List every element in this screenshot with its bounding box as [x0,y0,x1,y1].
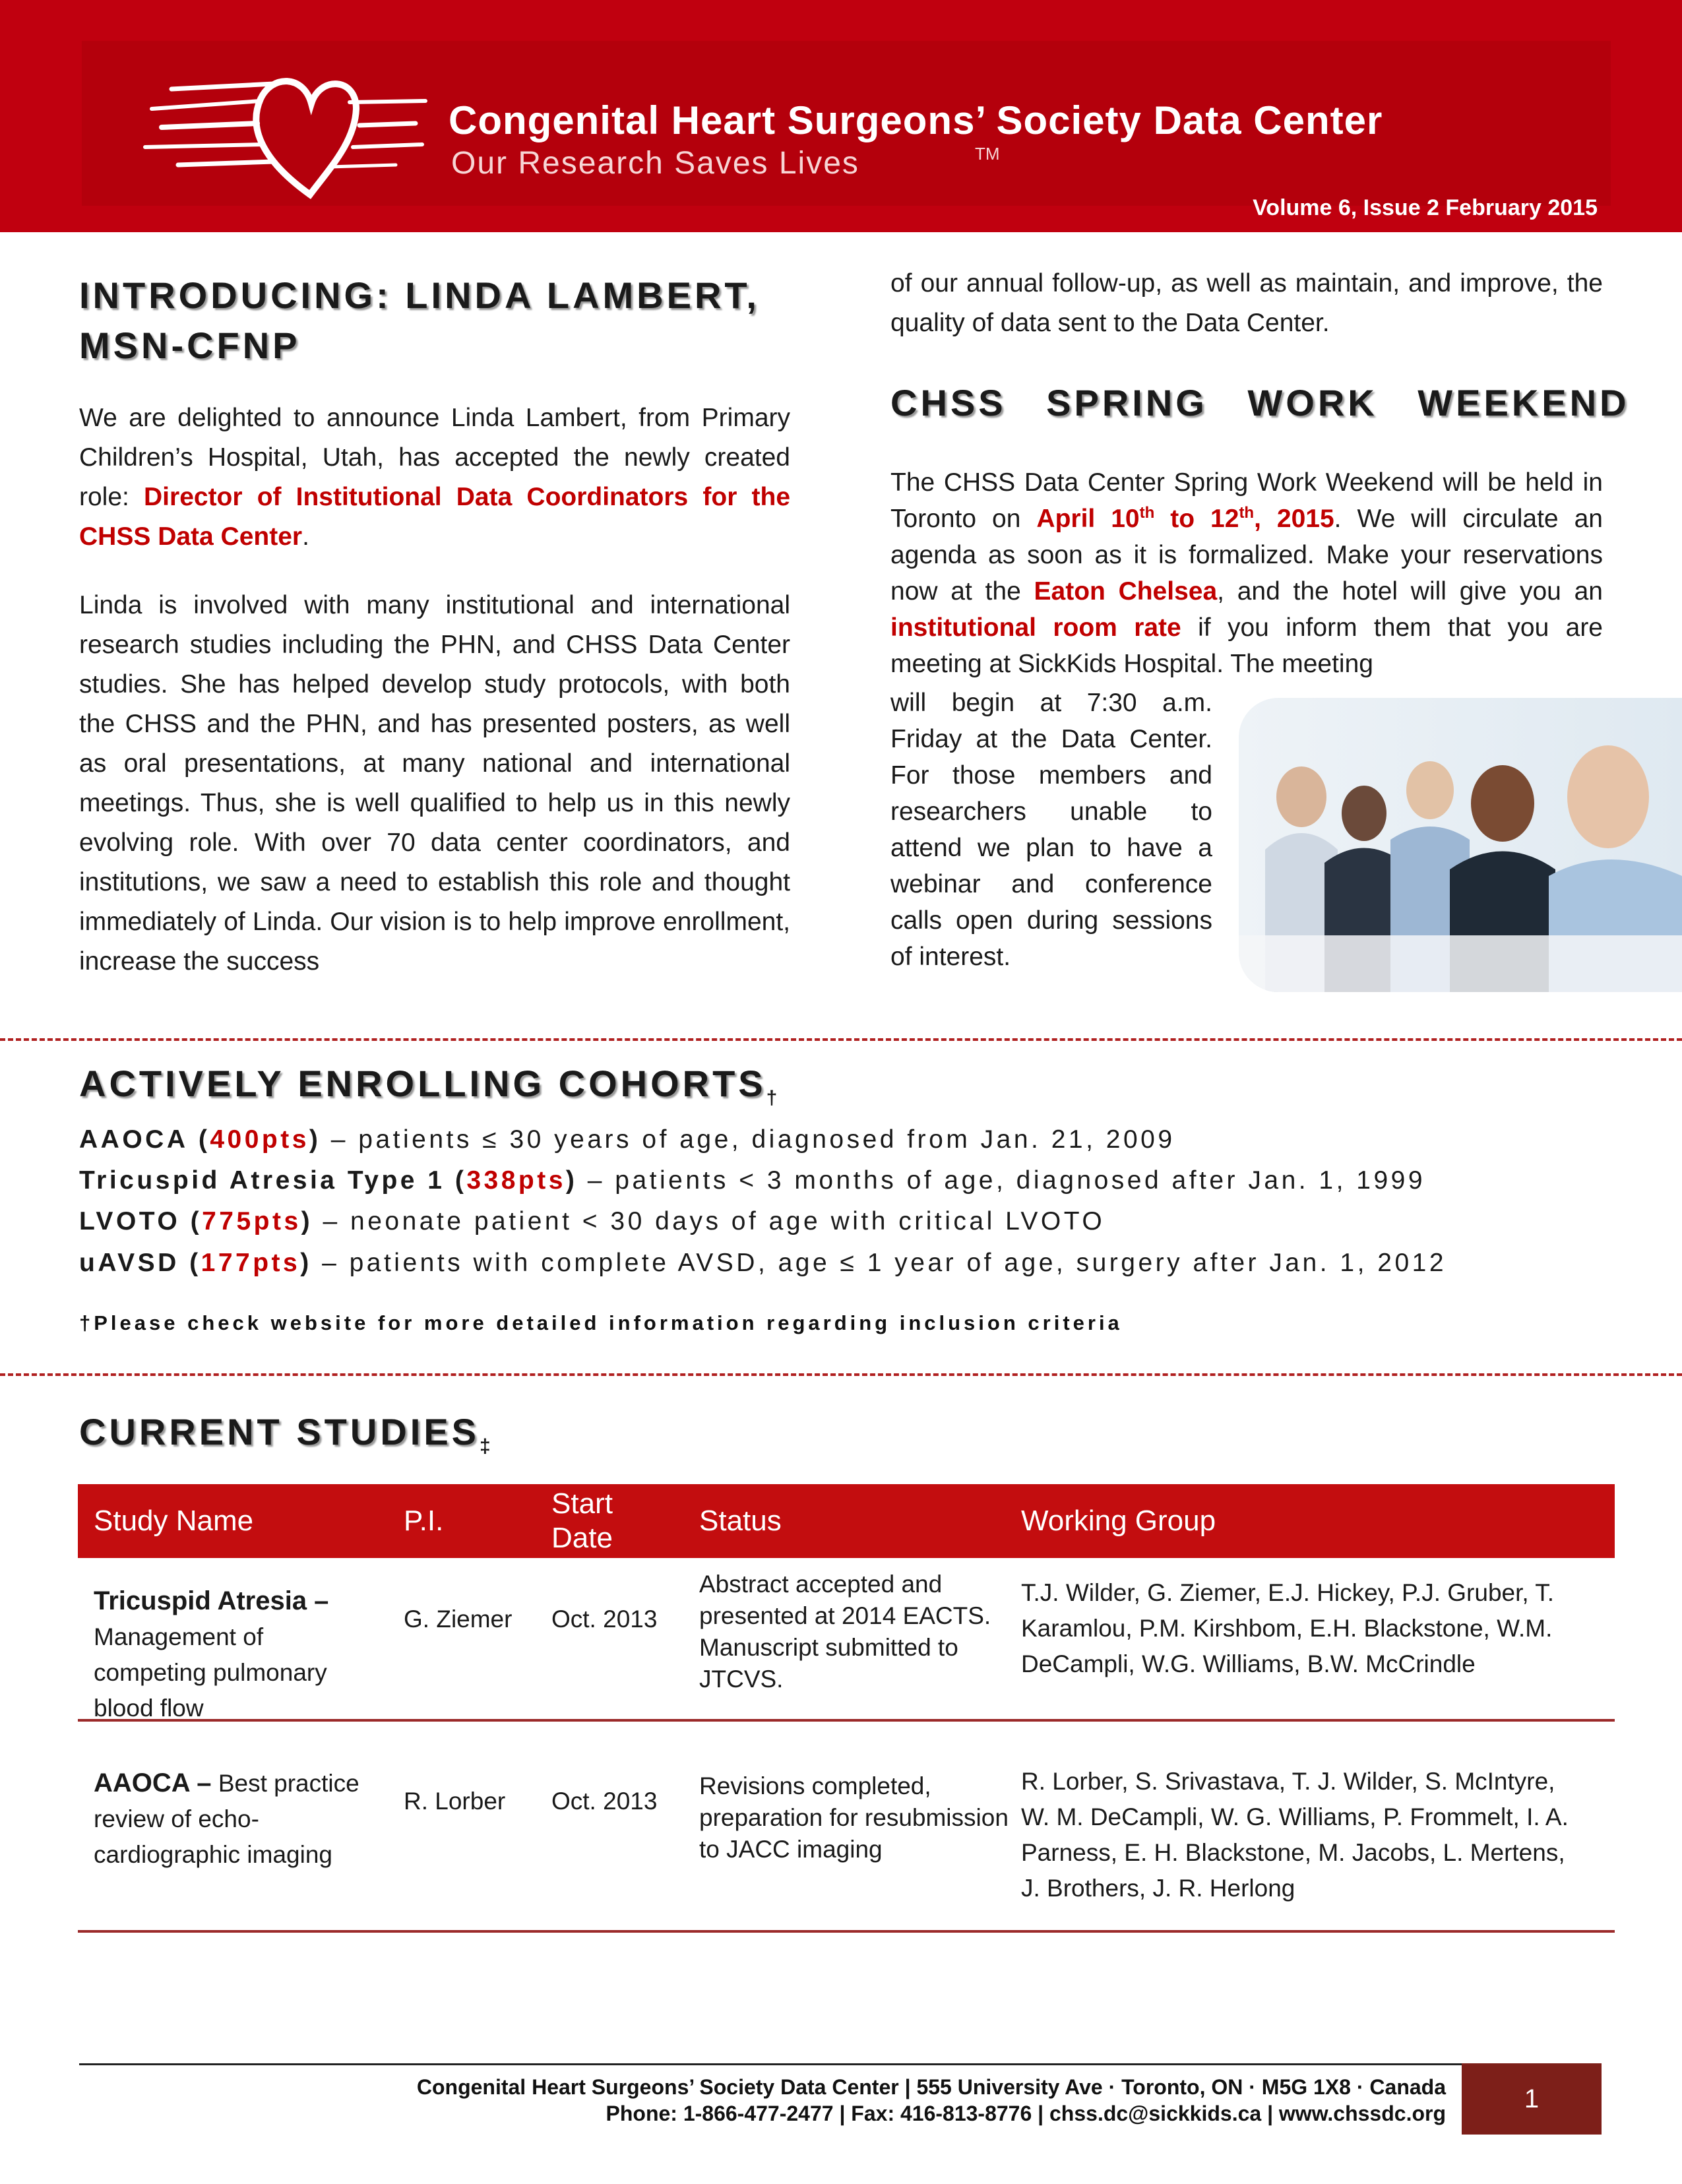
brand-tagline: Our Research Saves Lives [451,146,859,181]
room-rate: institutional room rate [890,613,1181,642]
cohort-item: AAOCA (400pts) – patients ≤ 30 years of age, diagnosed from Jan. 21, 2009 [79,1125,1175,1154]
study-status: Revisions completed, preparation for resubmission to JACC imaging [699,1772,1009,1863]
heart-logo [132,63,429,201]
study-pi: G. Ziemer [404,1606,513,1633]
study-status: Abstract accepted and presented at 2014 EACTS. Manuscript submitted to JTCVS. [699,1571,991,1693]
study-start: Oct. 2013 [551,1606,658,1633]
row-divider [78,1930,1615,1933]
study-working-group: R. Lorber, S. Srivastava, T. J. Wilder, S. McIntyre, W. M. DeCampli, W. G. Williams, P. Frommelt, I. A. Parness, E. H. Blackstone, M. Jacobs, L. Mertens, J. Brothers, J. R. Herlong [1021,1768,1569,1902]
hotel-name: Eaton Chelsea [1034,577,1218,606]
study-pi: R. Lorber [404,1788,506,1815]
trademark-mark: TM [975,144,1000,164]
inclusion-note: †Please check website for more detailed information regarding inclusion criteria [79,1311,1123,1334]
column-header: P.I. [404,1505,444,1537]
section-divider [0,1038,1682,1041]
footer-rule [79,2063,1464,2065]
intro-heading: INTRODUCING: LINDA LAMBERT, MSN-CFNP [79,274,760,366]
cohorts-heading: ACTIVELY ENROLLING $COHORTS_\dagger$ [79,1063,778,1109]
page-number: 1 [1462,2063,1602,2135]
event-dates: April 10th to 12th, 2015 [1036,504,1334,533]
section-divider [0,1373,1682,1376]
role-highlight: Director of Institutional Data Coordinators for the CHSS Data Center [79,483,791,551]
column-header: Start Date [551,1487,613,1554]
study-working-group: T.J. Wilder, G. Ziemer, E.J. Hickey, P.J. Gruber, T. Karamlou, P.M. Kirshbom, E.H. Blackstone, W.M. DeCampli, W.G. Williams, B.W. McCrindle [1021,1579,1555,1677]
column-header: Status [699,1505,782,1537]
row-divider [78,1719,1615,1722]
spring-heading: CHSS SPRING WORK WEEKEND [890,382,1630,423]
table-header [78,1484,1615,1558]
spring-paragraph: The CHSS Data Center Spring Work Weekend will be held in Toronto on April 10th to 12th, 2015. We will circulate an agenda as soon as it is formalized. Make your reservations now at the Eaton Chelsea, and the hotel will give you an institutional room rate if you inform them that you are meeting at SickKids Hospital. The meeting [890,468,1603,678]
issue-info: Volume 6, Issue 2 February 2015 [1253,195,1598,220]
spring-paragraph-narrow: will begin at 7:30 a.m. Friday at the Data Center. For those members and researchers unable to attend we plan to have a webinar and conference calls open during sessions of interest. [890,689,1212,971]
brand-title: Congenital Heart Surgeons’ Society Data Center [449,98,1383,142]
cohort-item: Tricuspid Atresia Type 1 (338pts) – patients < 3 months of age, diagnosed after Jan. 1, 1999 [79,1166,1426,1195]
study-name: Tricuspid Atresia – Management of competing pulmonary blood flow [94,1586,329,1722]
column-header: Study Name [94,1505,254,1537]
study-name: AAOCA – Best practice review of echo-cardiographic imaging [94,1768,359,1868]
intro-paragraph-2: Linda is involved with many institutional and international research studies including the PHN, and CHSS Data Center studies. She has helped develop study protocols, with both the CHSS and the PHN, and has presented posters, as well as oral presentations, at many national and international meetings. Thus, she is well qualified to help us in this newly evolving role. With over 70 data center coordinators, and institutions, we saw a need to establish this role and thought immediately of Linda. Our vision is to help improve enrollment, increase the success [79,591,790,976]
footer-contact: Phone: 1-866-477-2477 | Fax: 416-813-8776 | chss.dc@sickkids.ca | www.chssdc.org [606,2102,1446,2125]
cohort-item: LVOTO (775pts) – neonate patient < 30 days of age with critical LVOTO [79,1207,1106,1235]
cohort-item: uAVSD (177pts) – patients with complete AVSD, age ≤ 1 year of age, surgery after Jan. 1, 2012 [79,1249,1447,1277]
column-header: Working Group [1021,1505,1216,1537]
intro-continuation: of our annual follow-up, as well as maintain, and improve, the quality of data sent to the Data Center. [890,269,1603,337]
footer-address: Congenital Heart Surgeons’ Society Data Center | 555 University Ave · Toronto, ON · M5G 1X8 · Canada [416,2075,1446,2099]
intro-paragraph-1: We are delighted to announce Linda Lambert, from Primary Children’s Hospital, Utah, has accepted the newly created role: Director of Institutional Data Coordinators for the CHSS Data Center. [79,404,791,551]
study-start: Oct. 2013 [551,1788,658,1815]
studies-heading: CURRENT $STUDIES_\ddagger$ [79,1411,491,1458]
business-meeting-photo [1239,698,1682,992]
